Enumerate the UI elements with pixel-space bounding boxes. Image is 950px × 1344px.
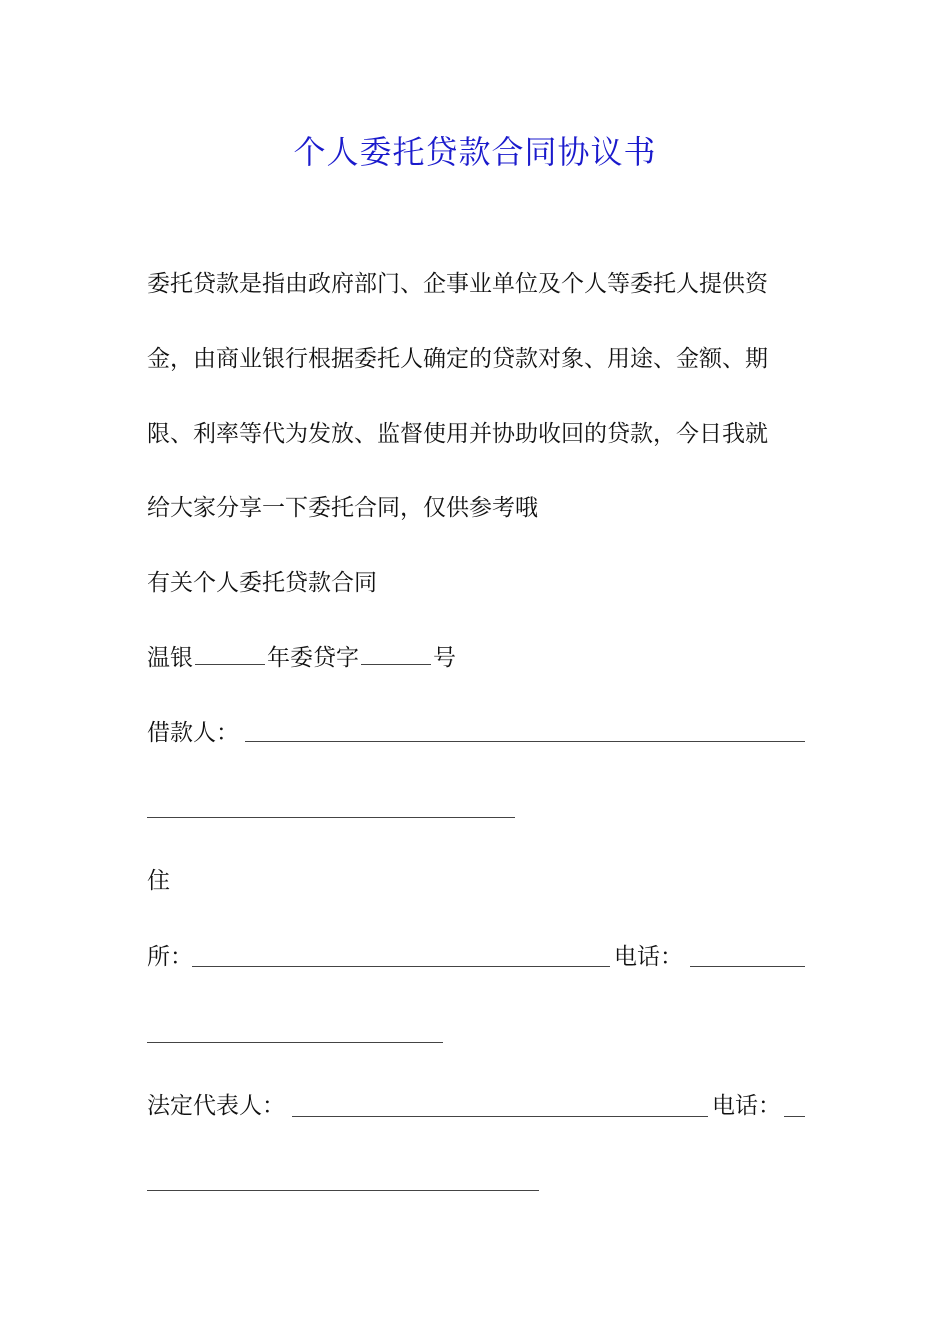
legal-rep-blank-line [292,1116,708,1117]
borrower-label: 借款人： [147,720,239,746]
borrower-blank-line-1 [245,741,805,742]
phone-blank-line-2 [147,1042,443,1043]
borrower-blank-line-2 [147,817,515,818]
document-title: 个人委托贷款合同协议书 [293,133,657,171]
legal-rep-phone-blank-line-2 [147,1190,539,1191]
intro-line-3: 限、利率等代为发放、监督使用并协助收回的贷款，今日我就 [147,421,768,447]
legal-rep-phone-blank-line-1 [784,1116,805,1117]
contract-year-blank [195,663,265,665]
intro-line-4: 给大家分享一下委托合同，仅供参考哦 [147,495,538,521]
address-label-line-1: 住 [147,868,170,894]
contract-no-suffix: 号 [433,645,456,671]
phone-blank-line-1 [690,966,805,967]
address-label-line-2: 所： [147,944,193,970]
intro-line-1: 委托贷款是指由政府部门、企事业单位及个人等委托人提供资 [147,271,768,297]
contract-number-line [147,638,456,678]
contract-no-prefix: 温银 [147,645,193,671]
intro-line-2: 金，由商业银行根据委托人确定的贷款对象、用途、金额、期 [147,346,768,372]
section-subtitle: 有关个人委托贷款合同 [147,570,377,596]
contract-number-blank [361,663,431,665]
address-blank-line [192,966,610,967]
contract-no-middle: 年委贷字 [267,645,359,671]
legal-rep-phone-label: 电话： [712,1093,781,1119]
legal-rep-label: 法定代表人： [147,1093,285,1119]
phone-label: 电话： [614,944,683,970]
